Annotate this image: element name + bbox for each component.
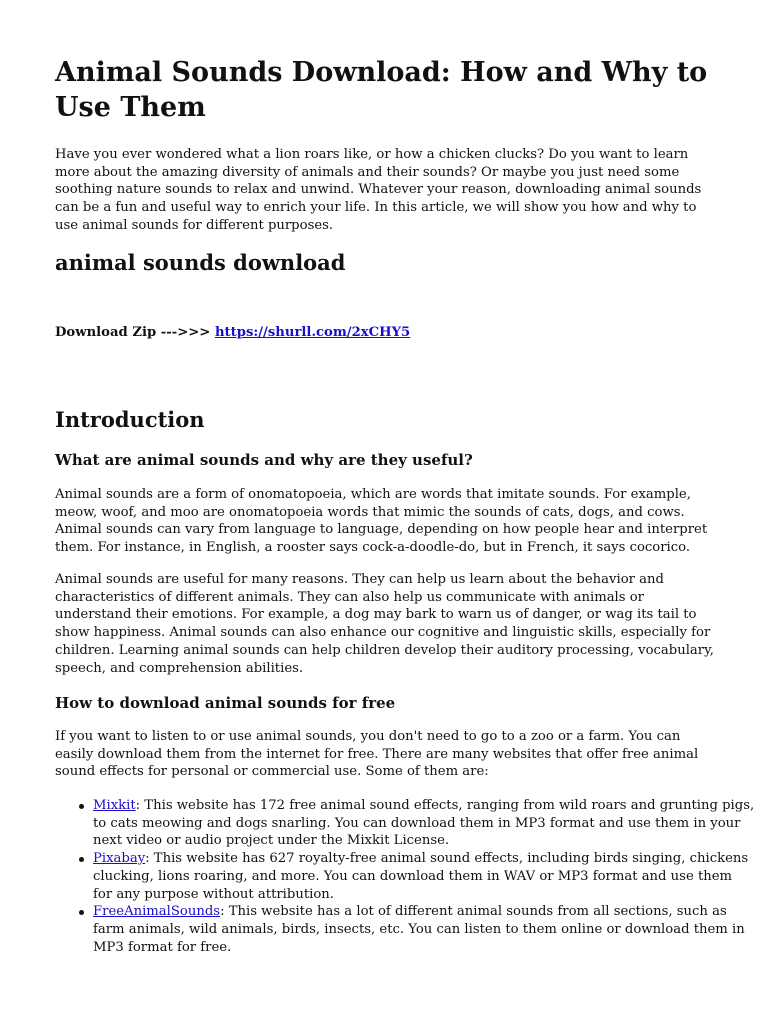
site-description: : This website has 172 free animal sound effects, ranging from wild roars and grunting pigs, to cats meowing and dogs snarling. You can download them in MP3 format and use them in your next video or audio project under the Mixkit License. [93,798,755,849]
list-item [93,797,755,850]
list-item [93,850,755,903]
download-label: Download Zip --->>> [55,325,215,340]
intro-paragraph: Have you ever wondered what a lion roars like, or how a chicken clucks? Do you want to learn more about the amazing diversity of animals and their sounds? Or maybe you just need some soothing nature sounds to relax and unwind. Whatever your reason, downloading animal sounds can be a fun and useful way to enrich your life. In this article, we will show you how and why to use animal sounds for different purposes. [55,147,702,233]
site-description: : This website has a lot of different animal sounds from all sections, such as farm animals, wild animals, birds, insects, etc. You can listen to them online or download them in MP3 format for free. [93,904,745,955]
download-line [55,324,717,342]
site-list [55,797,755,956]
introduction-heading: Introduction [55,407,205,432]
how-paragraph: If you want to listen to or use animal sounds, you don't need to go to a zoo or a farm. You can easily download them from the internet for free. There are many websites that offer free animal sound effects for personal or commercial use. Some of them are: [55,729,699,780]
site-link-pixabay[interactable]: Pixabay [93,851,146,867]
what-paragraph-1: Animal sounds are a form of onomatopoeia, which are words that imitate sounds. For example, meow, woof, and moo are onomatopoeia words that mimic the sounds of cats, dogs, and cows. Animal sounds can vary from language to language, depending on how people hear and interpret them. For instance, in English, a rooster says cock-a-doodle-do, but in French, it says cocorico. [55,487,708,556]
how-heading: How to download animal sounds for free [55,694,396,712]
keyword-heading: animal sounds download [55,250,346,275]
what-paragraph-2: Animal sounds are useful for many reasons. They can help us learn about the behavior and characteristics of different animals. They can also help us communicate with animals or understand their emotions. For example, a dog may bark to warn us of danger, or wag its tail to show happiness. Animal sounds can also enhance our cognitive and linguistic skills, especially for children. Learning animal sounds can help children develop their auditory processing, vocabulary, speech, and comprehension abilities. [55,572,714,676]
download-link[interactable]: https://shurll.com/2xCHY5 [214,325,411,340]
page-title: Animal Sounds Download: How and Why to Use Them [55,57,708,123]
list-item [93,903,755,956]
site-description: : This website has 627 royalty-free animal sound effects, including birds singing, chickens clucking, lions roaring, and more. You can download them in WAV or MP3 format and use them for any purpose without attribution. [93,851,749,902]
site-link-mixkit[interactable]: Mixkit [93,798,136,813]
what-heading: What are animal sounds and why are they useful? [55,451,473,469]
site-link-freeanimalsounds[interactable]: FreeAnimalSounds [93,904,221,920]
